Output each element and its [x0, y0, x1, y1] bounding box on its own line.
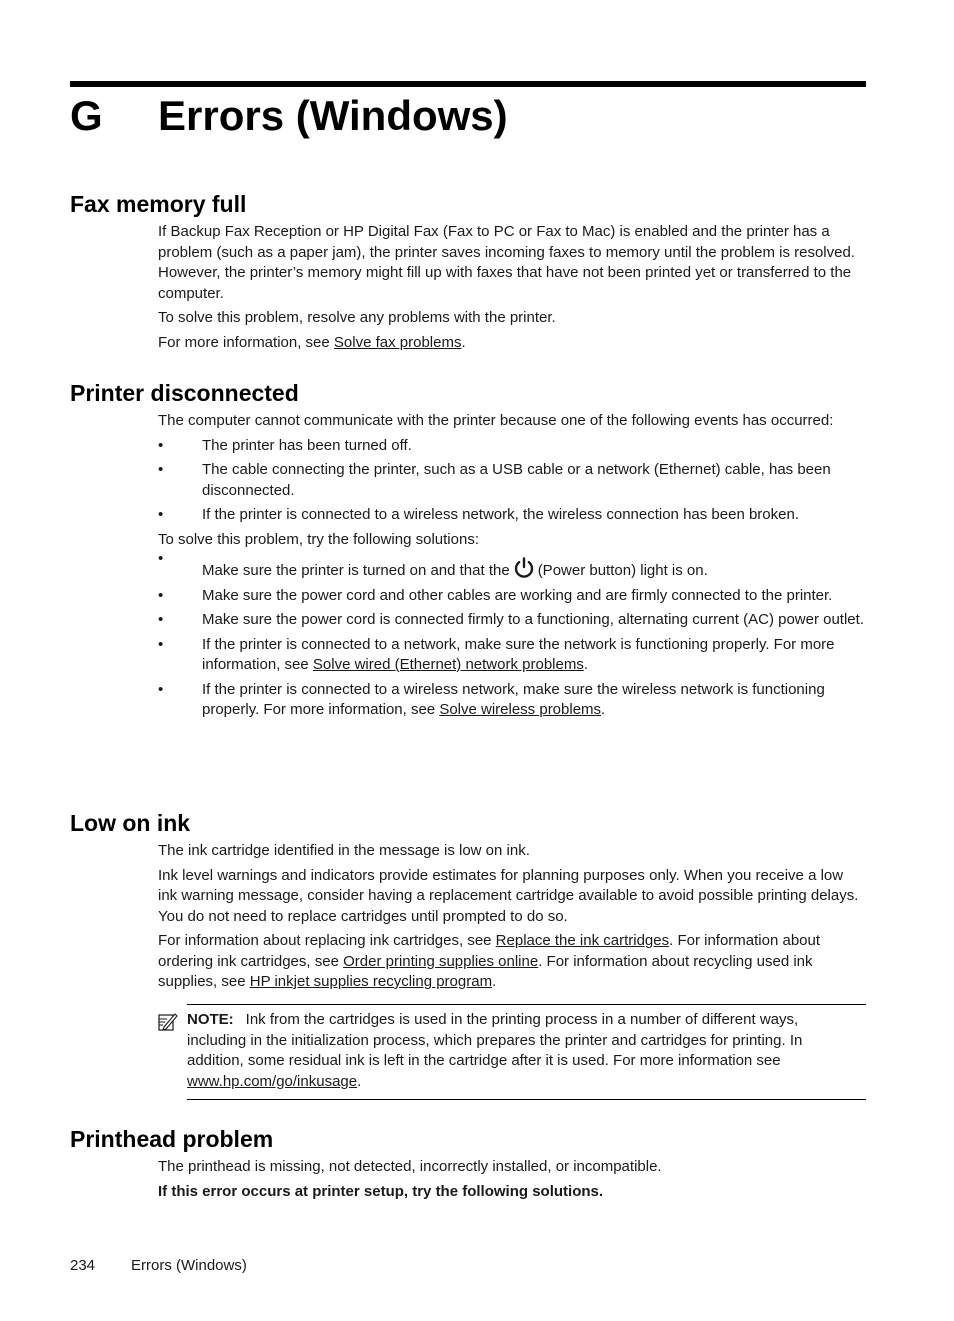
bullet: • [158, 461, 164, 478]
event-list [158, 436, 866, 526]
list-item [158, 610, 866, 631]
chapter-title-text: Errors (Windows) [158, 92, 508, 139]
list-item [158, 550, 866, 582]
note-box [158, 1004, 866, 1100]
text: . [357, 1072, 362, 1090]
bullet: • [158, 680, 164, 698]
link-inkusage[interactable]: www.hp.com/go/inkusage [187, 1072, 358, 1090]
list-item-text: The cable connecting the printer, such as a USB cable or a network (Ethernet) cable, has been disconnected. [202, 461, 831, 499]
chapter-rule [70, 81, 866, 87]
text: . For information about ordering ink cartridges, see [158, 932, 821, 970]
paragraph: The computer cannot communicate with the printer because one of the following events has occurred: [158, 412, 834, 429]
text: For more information, see [158, 333, 334, 351]
bullet: • [158, 611, 164, 628]
link-replace-ink-cartridges[interactable]: Replace the ink cartridges [495, 932, 670, 949]
bullet: • [158, 635, 164, 653]
bullet: • [158, 436, 164, 454]
paragraph: Ink level warnings and indicators provide estimates for planning purposes only. When you receive a low ink warning message, consider having a replacement cartridge available to avoid possible printing delays. You do not need to replace cartridges until prompted to do so. [158, 866, 859, 925]
page-footer [70, 1256, 247, 1277]
paragraph: The printhead is missing, not detected, incorrectly installed, or incompatible. [158, 1158, 662, 1175]
text: . [492, 973, 497, 990]
section-printer-disconnected [158, 411, 866, 725]
list-item [158, 460, 866, 501]
link-recycling-program[interactable]: HP inkjet supplies recycling program [249, 973, 493, 990]
page-number: 234 [70, 1257, 96, 1274]
bullet: • [158, 586, 164, 604]
paragraph [158, 931, 866, 993]
link-solve-wired-network-problems[interactable]: Solve wired (Ethernet) network problems [312, 656, 584, 673]
solution-list [158, 550, 866, 721]
heading-low-on-ink: Low on ink [70, 810, 191, 836]
text: . [461, 333, 466, 351]
section-fax-memory-full [158, 222, 866, 357]
heading-printer-disconnected: Printer disconnected [70, 380, 299, 406]
paragraph-bold: If this error occurs at printer setup, try the following solutions. [158, 1182, 604, 1200]
note-label: NOTE: [187, 1011, 234, 1028]
chapter-title [70, 88, 508, 144]
link-solve-fax-problems[interactable]: Solve fax problems [333, 333, 462, 351]
text: For information about replacing ink cartridges, see [158, 932, 496, 949]
list-item [158, 505, 866, 526]
footer-title: Errors (Windows) [131, 1257, 247, 1274]
list-item-text: Make sure the power cord is connected firmly to a functioning, alternating current (AC) power outlet. [202, 611, 864, 628]
link-order-printing-supplies[interactable]: Order printing supplies online [343, 952, 539, 970]
power-button-icon [513, 557, 535, 579]
list-item-text: Make sure the power cord and other cables are working and are firmly connected to the printer. [202, 586, 833, 604]
text: . For information about recycling used ink supplies, see [158, 952, 813, 990]
note-body: Ink from the cartridges is used in the printing process in a number of different ways, including in the initialization process, which prepares the printer and cartridges for printing. In addition, some residual ink is left in the cartridge after it is used. For more information see [187, 1011, 803, 1069]
text: . [601, 701, 606, 718]
section-low-on-ink [158, 841, 866, 997]
paragraph: If Backup Fax Reception or HP Digital Fax (Fax to PC or Fax to Mac) is enabled and the printer has a problem (such as a paper jam), the printer saves incoming faxes to memory until the problem is resolved. However, the printer’s memory might fill up with faxes that have not been printed yet or transferred to the computer. [158, 223, 855, 302]
paragraph: To solve this problem, try the following solutions: [158, 530, 479, 548]
list-item [158, 436, 866, 457]
bullet: • [158, 506, 164, 523]
paragraph [158, 333, 866, 354]
note-pencil-icon [158, 1012, 178, 1032]
list-item-text: The printer has been turned off. [202, 436, 412, 454]
list-item-text: If the printer is connected to a wireless network, make sure the wireless network is functioning properly. For more information, see [202, 680, 825, 718]
note-top-rule [187, 1004, 866, 1005]
heading-printhead-problem: Printhead problem [70, 1126, 274, 1152]
list-item-text: Make sure the printer is turned on and that the [202, 562, 510, 579]
chapter-letter: G [70, 92, 103, 139]
list-item [158, 635, 866, 676]
list-item-text: If the printer is connected to a wireless network, the wireless connection has been broken. [202, 506, 799, 523]
link-solve-wireless-problems[interactable]: Solve wireless problems [439, 701, 602, 718]
list-item-text: If the printer is connected to a network, make sure the network is functioning properly. For more information, see [202, 635, 835, 673]
bullet: • [158, 550, 164, 567]
list-item-text: (Power button) light is on. [537, 562, 708, 579]
section-printhead-problem [158, 1157, 866, 1206]
list-item [158, 586, 866, 607]
list-item [158, 680, 866, 721]
heading-fax-memory-full: Fax memory full [70, 191, 247, 217]
text: . [583, 656, 589, 673]
paragraph: To solve this problem, resolve any problems with the printer. [158, 309, 556, 326]
note-bottom-rule [187, 1099, 866, 1100]
note-text [187, 1010, 860, 1092]
paragraph: The ink cartridge identified in the message is low on ink. [158, 842, 530, 859]
